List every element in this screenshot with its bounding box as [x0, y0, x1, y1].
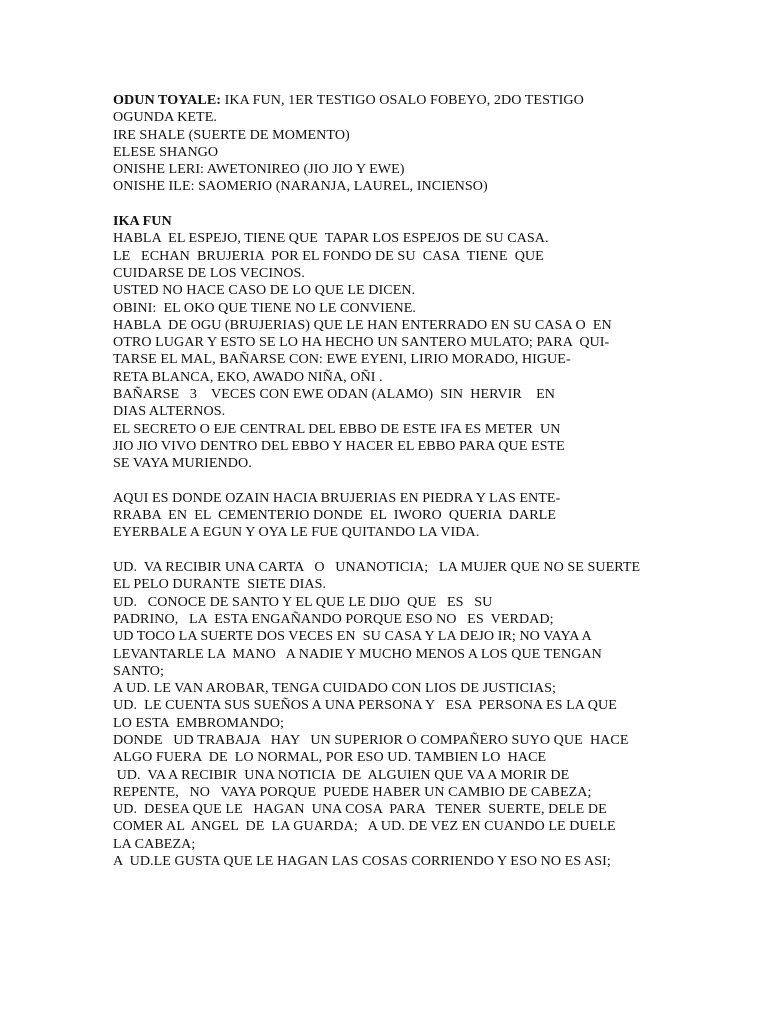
header-block: [113, 92, 673, 196]
section-line: TARSE EL MAL, BAÑARSE CON: EWE EYENI, LIRIO MORADO, HIGUE-: [113, 351, 571, 368]
paragraph-line: LA CABEZA;: [113, 835, 196, 852]
section-line: HABLA DE OGU (BRUJERIAS) QUE LE HAN ENTERRADO EN SU CASA O EN: [113, 316, 612, 333]
section-line: OBINI: EL OKO QUE TIENE NO LE CONVIENE.: [113, 299, 417, 316]
section-heading: IKA FUN: [113, 213, 172, 230]
section-line: SE VAYA MURIENDO.: [113, 455, 252, 472]
header-title-line: [113, 92, 673, 109]
paragraph-line: LO ESTA EMBROMANDO;: [113, 714, 284, 731]
paragraph-spacer: [113, 196, 673, 213]
header-line: OGUNDA KETE.: [113, 109, 217, 126]
section-line: BAÑARSE 3 VECES CON EWE ODAN (ALAMO) SIN HERVIR EN: [113, 386, 556, 403]
paragraph-line: A UD.LE GUSTA QUE LE HAGAN LAS COSAS CORRIENDO Y ESO NO ES ASI;: [113, 853, 611, 870]
paragraph-line: UD. CONOCE DE SANTO Y EL QUE LE DIJO QUE ES SU: [113, 593, 493, 610]
paragraph-line: RRABA EN EL CEMENTERIO DONDE EL IWORO QUERIA DARLE: [113, 507, 556, 524]
paragraph-line: EYERBALE A EGUN Y OYA LE FUE QUITANDO LA VIDA.: [113, 524, 480, 541]
paragraph-line: A UD. LE VAN AROBAR, TENGA CUIDADO CON LIOS DE JUSTICIAS;: [113, 680, 556, 697]
paragraph-line: PADRINO, LA ESTA ENGAÑANDO PORQUE ESO NO ES VERDAD;: [113, 610, 554, 627]
section-line: CUIDARSE DE LOS VECINOS.: [113, 264, 306, 281]
section-ika-fun: [113, 213, 673, 472]
paragraph-line: DONDE UD TRABAJA HAY UN SUPERIOR O COMPAÑERO SUYO QUE HACE: [113, 731, 629, 748]
document-page: [113, 92, 673, 870]
section-line: DIAS ALTERNOS.: [113, 403, 226, 420]
paragraph-line: REPENTE, NO VAYA PORQUE PUEDE HABER UN CAMBIO DE CABEZA;: [113, 783, 592, 800]
section-line: JIO JIO VIVO DENTRO DEL EBBO Y HACER EL EBBO PARA QUE ESTE: [113, 437, 565, 454]
paragraph-line: UD. VA A RECIBIR UNA NOTICIA DE ALGUIEN QUE VA A MORIR DE: [113, 766, 570, 783]
paragraph-line: EL PELO DURANTE SIETE DIAS.: [113, 576, 327, 593]
header-line: ONISHE LERI: AWETONIREO (JIO JIO Y EWE): [113, 161, 405, 178]
header-line: ONISHE ILE: SAOMERIO (NARANJA, LAUREL, INCIENSO): [113, 178, 488, 195]
paragraph-line: UD. LE CUENTA SUS SUEÑOS A UNA PERSONA Y ESA PERSONA ES LA QUE: [113, 697, 617, 714]
section-line: LE ECHAN BRUJERIA POR EL FONDO DE SU CASA TIENE QUE: [113, 247, 544, 264]
header-line: ELESE SHANGO: [113, 143, 219, 160]
section-line: RETA BLANCA, EKO, AWADO NIÑA, OÑI .: [113, 368, 383, 385]
paragraph-line: COMER AL ANGEL DE LA GUARDA; A UD. DE VEZ EN CUANDO LE DUELE: [113, 818, 616, 835]
paragraph-ozain: [113, 490, 673, 542]
header-title-rest: IKA FUN, 1ER TESTIGO OSALO FOBEYO, 2DO TESTIGO: [221, 92, 584, 108]
paragraph-advice: [113, 559, 673, 870]
paragraph-spacer: [113, 473, 673, 490]
paragraph-spacer: [113, 542, 673, 559]
paragraph-line: SANTO;: [113, 662, 164, 679]
header-title-label: ODUN TOYALE:: [113, 92, 222, 108]
header-line: IRE SHALE (SUERTE DE MOMENTO): [113, 126, 350, 143]
section-line: EL SECRETO O EJE CENTRAL DEL EBBO DE ESTE IFA ES METER UN: [113, 420, 561, 437]
paragraph-line: LEVANTARLE LA MANO A NADIE Y MUCHO MENOS A LOS QUE TENGAN: [113, 645, 602, 662]
paragraph-line: UD. VA RECIBIR UNA CARTA O UNANOTICIA; LA MUJER QUE NO SE SUERTE: [113, 559, 641, 576]
paragraph-line: UD. DESEA QUE LE HAGAN UNA COSA PARA TENER SUERTE, DELE DE: [113, 801, 607, 818]
section-line: USTED NO HACE CASO DE LO QUE LE DICEN.: [113, 282, 416, 299]
section-line: HABLA EL ESPEJO, TIENE QUE TAPAR LOS ESPEJOS DE SU CASA.: [113, 230, 549, 247]
paragraph-line: ALGO FUERA DE LO NORMAL, POR ESO UD. TAMBIEN LO HACE: [113, 749, 547, 766]
section-line: OTRO LUGAR Y ESTO SE LO HA HECHO UN SANTERO MULATO; PARA QUI-: [113, 334, 610, 351]
paragraph-line: UD TOCO LA SUERTE DOS VECES EN SU CASA Y LA DEJO IR; NO VAYA A: [113, 628, 592, 645]
paragraph-line: AQUI ES DONDE OZAIN HACIA BRUJERIAS EN PIEDRA Y LAS ENTE-: [113, 489, 561, 506]
